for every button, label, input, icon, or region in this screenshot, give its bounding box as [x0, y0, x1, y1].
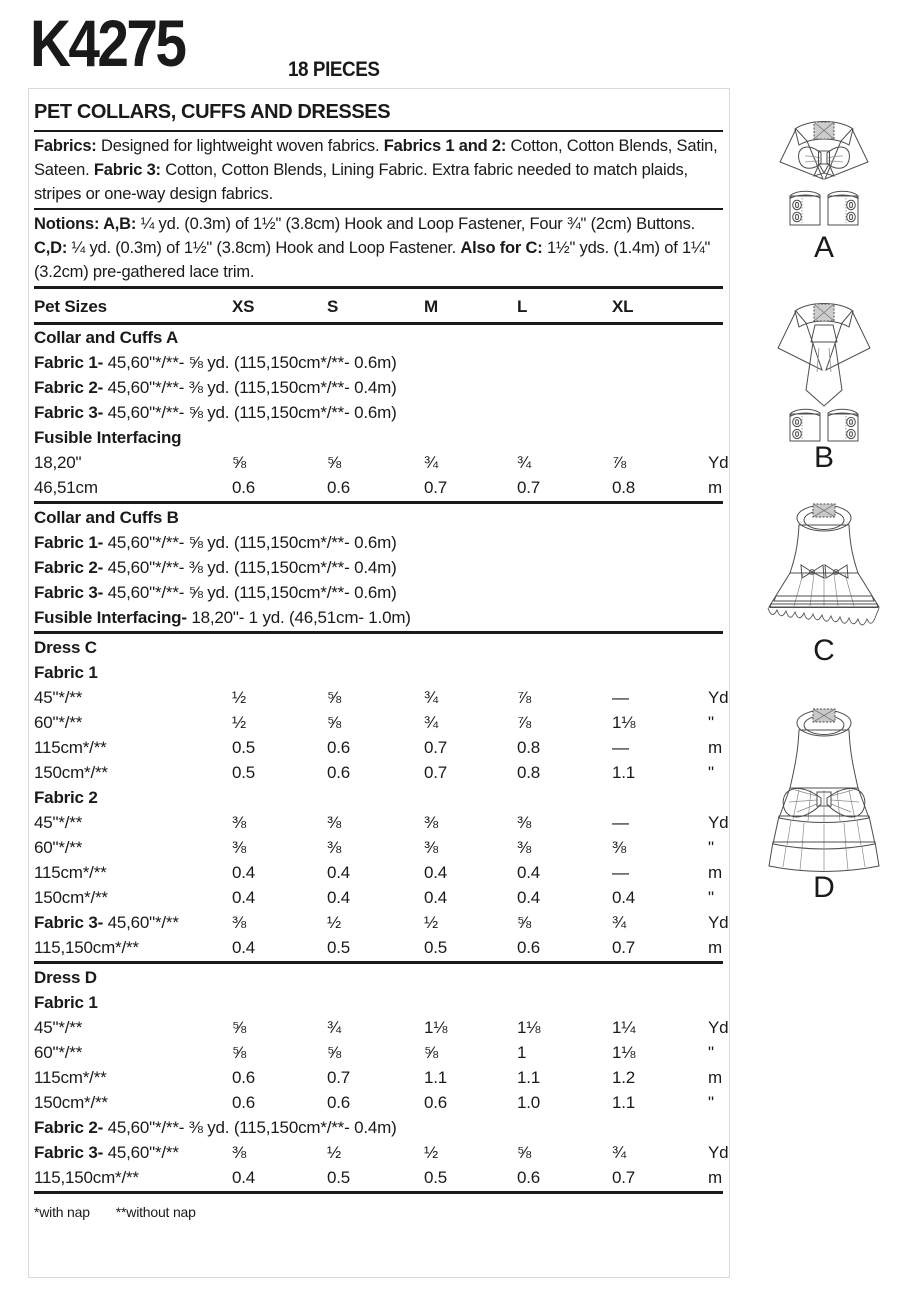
table-row: Fabric 1	[34, 663, 98, 682]
value-cell: ¾	[424, 688, 438, 707]
value-cell: 0.6	[327, 763, 351, 782]
view-a-label: A	[813, 231, 834, 264]
value-cell: 1⅛	[612, 713, 636, 732]
value-cell: 0.4	[232, 888, 256, 907]
value-cell: 0.4	[424, 863, 448, 882]
view-b-label: B	[813, 441, 834, 474]
value-cell: 0.8	[517, 738, 541, 757]
table-row	[34, 475, 723, 500]
value-cell: ⅜	[327, 813, 341, 832]
size-col-m: M	[424, 297, 438, 316]
value-cell: 0.6	[517, 1168, 541, 1187]
table-row	[34, 1015, 729, 1040]
unit-cell: Yd	[708, 913, 729, 932]
view-d-figure	[758, 706, 890, 904]
unit-cell: m	[708, 478, 722, 497]
value-cell: 0.4	[327, 888, 351, 907]
value-cell: 0.5	[327, 1168, 351, 1187]
masthead	[30, 6, 380, 82]
fabrics-paragraph: Fabrics: Designed for lightweight woven fabrics. Fabrics 1 and 2: Cotton, Cotton Blends, Satin, Sateen. Fabric 3: Cotton, Cotton Blends, Lining Fabric. Extra fabric needed to match plaids, stripes or one-way design fabrics.	[34, 132, 723, 210]
value-cell: 0.7	[612, 1168, 636, 1187]
value-cell: 1.0	[517, 1093, 541, 1112]
table-row: Fusible Interfacing- 18,20"- 1 yd. (46,51cm- 1.0m)	[34, 608, 411, 627]
row-label-cell: 45"*/**	[34, 813, 83, 832]
value-cell: —	[612, 688, 629, 707]
size-header-label: Pet Sizes	[34, 297, 107, 316]
value-cell: ⅜	[517, 813, 531, 832]
value-cell: 1.2	[612, 1068, 636, 1087]
table-row	[34, 450, 729, 475]
value-cell: 0.5	[232, 738, 256, 757]
table-row	[34, 860, 723, 885]
table-row: Fabric 3- 45,60"*/**- ⅝ yd. (115,150cm*/**- 0.6m)	[34, 583, 397, 602]
value-cell: 1.1	[517, 1068, 541, 1087]
footnote	[34, 1202, 723, 1222]
row-label-cell: 115cm*/**	[34, 863, 107, 882]
table-row	[34, 835, 723, 860]
view-d-label: D	[813, 871, 835, 904]
row-label-cell: 60"*/**	[34, 1043, 83, 1062]
value-cell: 0.5	[327, 938, 351, 957]
value-cell: 0.6	[517, 938, 541, 957]
value-cell: 0.8	[612, 478, 636, 497]
value-cell: ¾	[517, 453, 531, 472]
pieces-count: 18 PIECES	[288, 58, 380, 81]
value-cell: ½	[232, 713, 246, 732]
unit-cell: "	[708, 1093, 714, 1112]
value-cell: 0.8	[517, 763, 541, 782]
table-row	[34, 1090, 723, 1115]
value-cell: 0.7	[424, 738, 448, 757]
unit-cell: m	[708, 1168, 722, 1187]
value-cell: —	[612, 863, 629, 882]
unit-cell: m	[708, 863, 722, 882]
unit-cell: Yd	[708, 1143, 729, 1162]
table-row: Fabric 2- 45,60"*/**- ⅜ yd. (115,150cm*/**- 0.4m)	[34, 558, 397, 577]
view-c-figure	[760, 501, 888, 667]
row-label-cell: 60"*/**	[34, 713, 83, 732]
value-cell: ¾	[424, 453, 438, 472]
value-cell: ½	[327, 913, 341, 932]
value-cell: 0.6	[327, 1093, 351, 1112]
table-row	[34, 685, 729, 710]
with-nap-note: *with nap	[34, 1204, 90, 1220]
value-cell: —	[612, 738, 629, 757]
table-row: Fabric 2	[34, 788, 98, 807]
value-cell: ⅞	[517, 688, 531, 707]
value-cell: 0.6	[327, 478, 351, 497]
table-row	[34, 935, 723, 960]
table-row	[34, 735, 723, 760]
unit-cell: m	[708, 1068, 722, 1087]
value-cell: ¾	[327, 1018, 341, 1037]
value-cell: ⅝	[232, 453, 246, 472]
value-cell: ⅜	[612, 838, 626, 857]
table-row: Fabric 2- 45,60"*/**- ⅜ yd. (115,150cm*/**- 0.4m)	[34, 1118, 397, 1137]
value-cell: 0.7	[327, 1068, 351, 1087]
value-cell: ⅞	[612, 453, 626, 472]
value-cell: 0.6	[327, 738, 351, 757]
value-cell: —	[612, 813, 629, 832]
value-cell: ⅝	[517, 913, 531, 932]
value-cell: 1.1	[612, 763, 636, 782]
value-cell: 0.4	[232, 938, 256, 957]
size-col-s: S	[327, 297, 339, 316]
view-c-label: C	[813, 634, 835, 667]
value-cell: 0.6	[232, 1068, 256, 1087]
row-label-cell: 115cm*/**	[34, 1068, 107, 1087]
value-cell: 0.4	[327, 863, 351, 882]
view-b-figure	[776, 298, 872, 474]
section-divider	[34, 961, 723, 964]
table-row	[34, 710, 723, 735]
row-label-cell: Fabric 3- 45,60"*/**	[34, 913, 179, 932]
section-divider	[34, 631, 723, 634]
value-cell: 0.6	[424, 1093, 448, 1112]
value-cell: ⅜	[517, 838, 531, 857]
value-cell: ⅜	[232, 813, 246, 832]
collar-bowtie-cuffs-illustration	[776, 116, 872, 232]
value-cell: 1.1	[424, 1068, 448, 1087]
table-row: Collar and Cuffs A	[34, 328, 179, 347]
section-divider	[34, 501, 723, 504]
value-cell: ⅝	[424, 1043, 438, 1062]
collar-necktie-cuffs-illustration	[776, 298, 872, 442]
value-cell: 0.5	[424, 938, 448, 957]
size-col-l: L	[517, 297, 528, 316]
unit-cell: "	[708, 713, 714, 732]
unit-cell: "	[708, 763, 714, 782]
yardage-table	[34, 325, 729, 1194]
table-row	[34, 885, 723, 910]
value-cell: 0.7	[424, 478, 448, 497]
value-cell: ½	[327, 1143, 341, 1162]
table-row	[34, 760, 723, 785]
row-label-cell: 45"*/**	[34, 688, 83, 707]
panel-title: PET COLLARS, CUFFS AND DRESSES	[34, 89, 723, 132]
value-cell: ⅝	[327, 713, 341, 732]
unit-cell: m	[708, 938, 722, 957]
value-cell: 1	[517, 1043, 527, 1062]
table-row: Dress C	[34, 638, 97, 657]
table-row	[34, 910, 729, 935]
value-cell: 1⅛	[517, 1018, 541, 1037]
pattern-number: K4275	[30, 6, 185, 80]
table-row: Collar and Cuffs B	[34, 508, 179, 527]
value-cell: ¾	[612, 913, 626, 932]
value-cell: ⅜	[232, 1143, 246, 1162]
row-label-cell: 115,150cm*/**	[34, 1168, 139, 1187]
section-divider	[34, 1191, 723, 1194]
row-label-cell: 45"*/**	[34, 1018, 83, 1037]
value-cell: ¾	[424, 713, 438, 732]
row-label-cell: 115,150cm*/**	[34, 938, 139, 957]
table-row: Fabric 3- 45,60"*/**- ⅝ yd. (115,150cm*/**- 0.6m)	[34, 403, 397, 422]
value-cell: ⅝	[327, 453, 341, 472]
value-cell: ⅝	[327, 1043, 341, 1062]
value-cell: ⅜	[424, 813, 438, 832]
value-cell: 1¼	[612, 1018, 636, 1037]
row-label-cell: 18,20"	[34, 453, 82, 472]
table-row	[34, 1140, 729, 1165]
unit-cell: m	[708, 738, 722, 757]
size-col-xs: XS	[232, 297, 255, 316]
value-cell: 0.7	[424, 763, 448, 782]
value-cell: ⅜	[327, 838, 341, 857]
table-row	[34, 1065, 723, 1090]
row-label-cell: 150cm*/**	[34, 1093, 108, 1112]
value-cell: 0.4	[517, 888, 541, 907]
table-row	[34, 1040, 723, 1065]
value-cell: 0.4	[232, 863, 256, 882]
view-a-figure	[776, 116, 872, 264]
value-cell: 0.4	[424, 888, 448, 907]
unit-cell: "	[708, 888, 714, 907]
unit-cell: Yd	[708, 813, 729, 832]
table-row: Fabric 2- 45,60"*/**- ⅜ yd. (115,150cm*/**- 0.4m)	[34, 378, 397, 397]
value-cell: ⅝	[517, 1143, 531, 1162]
row-label-cell: Fabric 3- 45,60"*/**	[34, 1143, 179, 1162]
value-cell: ⅝	[232, 1018, 246, 1037]
row-label-cell: 150cm*/**	[34, 888, 108, 907]
table-row: Fabric 1- 45,60"*/**- ⅝ yd. (115,150cm*/**- 0.6m)	[34, 353, 397, 372]
value-cell: ½	[424, 913, 438, 932]
value-cell: ⅞	[517, 713, 531, 732]
table-row: Fabric 1	[34, 993, 98, 1012]
table-row: Fusible Interfacing	[34, 428, 182, 447]
value-cell: 1⅛	[424, 1018, 448, 1037]
unit-cell: "	[708, 838, 714, 857]
value-cell: ½	[424, 1143, 438, 1162]
table-row	[34, 810, 729, 835]
row-label-cell: 115cm*/**	[34, 738, 107, 757]
unit-cell: Yd	[708, 688, 729, 707]
info-panel	[28, 88, 730, 1278]
value-cell: 0.7	[612, 938, 636, 957]
unit-cell: Yd	[708, 1018, 729, 1037]
value-cell: 0.5	[232, 763, 256, 782]
table-row: Fabric 1- 45,60"*/**- ⅝ yd. (115,150cm*/**- 0.6m)	[34, 533, 397, 552]
without-nap-note: **without nap	[115, 1204, 196, 1220]
value-cell: 0.4	[232, 1168, 256, 1187]
table-row: Dress D	[34, 968, 97, 987]
row-label-cell: 46,51cm	[34, 478, 98, 497]
unit-cell: "	[708, 1043, 714, 1062]
value-cell: ⅜	[232, 913, 246, 932]
row-label-cell: 150cm*/**	[34, 763, 108, 782]
notions-paragraph: Notions: A,B: ¼ yd. (0.3m) of 1½" (3.8cm) Hook and Loop Fastener, Four ¾" (2cm) Buttons. C,D: ¼ yd. (0.3m) of 1½" (3.8cm) Hook and Loop Fastener. Also for C: 1½" yds. (1.4m) of 1¼" (3.2cm) pre-gathered lace trim.	[34, 210, 723, 289]
value-cell: ⅜	[232, 838, 246, 857]
value-cell: 0.4	[612, 888, 636, 907]
value-cell: ⅝	[327, 688, 341, 707]
value-cell: 1.1	[612, 1093, 636, 1112]
value-cell: 0.5	[424, 1168, 448, 1187]
value-cell: 0.7	[517, 478, 541, 497]
row-label-cell: 60"*/**	[34, 838, 83, 857]
value-cell: 0.4	[517, 863, 541, 882]
value-cell: 1⅛	[612, 1043, 636, 1062]
value-cell: ½	[232, 688, 246, 707]
value-cell: ⅝	[232, 1043, 246, 1062]
table-row	[34, 1165, 723, 1190]
dress-bow-tiered-ruffles-illustration	[759, 706, 889, 872]
value-cell: 0.6	[232, 1093, 256, 1112]
size-col-xl: XL	[612, 297, 634, 316]
dress-ribbon-lace-illustration	[761, 501, 887, 635]
size-header-row	[34, 289, 723, 325]
unit-cell: Yd	[708, 453, 729, 472]
value-cell: 0.6	[232, 478, 256, 497]
value-cell: ¾	[612, 1143, 626, 1162]
value-cell: ⅜	[424, 838, 438, 857]
